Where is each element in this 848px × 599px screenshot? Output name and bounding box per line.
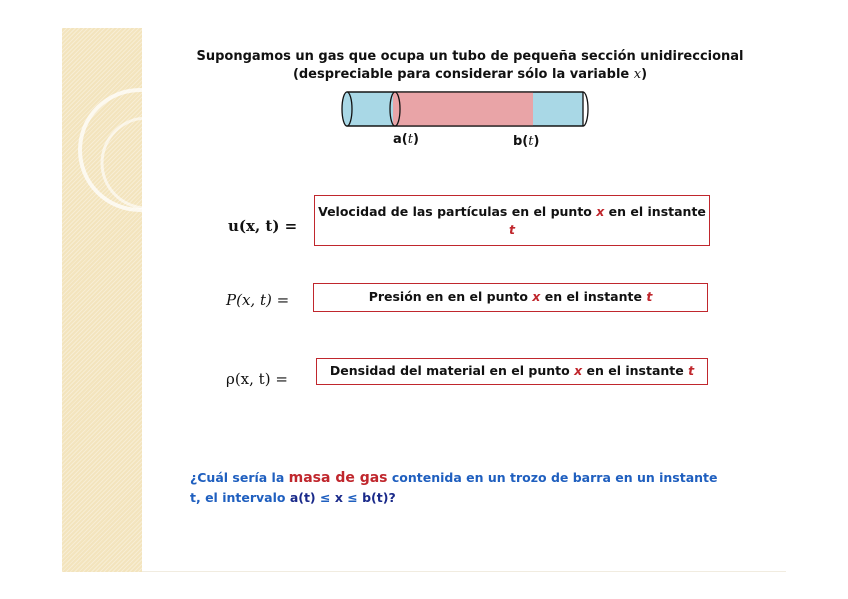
title-line-2-end: ) bbox=[641, 67, 648, 82]
title-line-2 bbox=[180, 66, 760, 84]
definition-text: Densidad del material en el punto bbox=[329, 363, 575, 378]
tube-left-end bbox=[342, 92, 352, 126]
definition-box-density bbox=[316, 358, 708, 385]
definition-text: en el instante bbox=[604, 204, 706, 219]
tube-right-end bbox=[583, 92, 588, 126]
decorative-rings-icon bbox=[62, 28, 142, 572]
formula-pressure: P(x, t) = bbox=[226, 291, 290, 309]
question-bound-a: a(t) bbox=[289, 490, 316, 505]
decorative-sidebar bbox=[62, 28, 142, 572]
variable-x: x bbox=[596, 204, 605, 219]
question-symbol: ≤ bbox=[315, 490, 335, 505]
question-highlight: masa de gas bbox=[288, 470, 388, 486]
variable-t: t bbox=[509, 222, 515, 237]
definition-box-pressure bbox=[313, 283, 708, 312]
definition-text: en el instante bbox=[540, 289, 647, 304]
variable-x: x bbox=[574, 363, 583, 378]
label-b-t: b(t) bbox=[513, 134, 540, 149]
question-text bbox=[190, 468, 730, 508]
formula-velocity: u(x, t) = bbox=[228, 217, 298, 235]
title-line-1: Supongamos un gas que ocupa un tubo de pequeña sección unidireccional bbox=[196, 49, 744, 64]
formula-density: ρ(x, t) = bbox=[226, 370, 288, 388]
title-line-2-text: (despreciable para considerar sólo la variable bbox=[292, 67, 634, 82]
label-a-t: a(t) bbox=[393, 132, 419, 147]
tube-diagram bbox=[341, 91, 591, 129]
question-symbol: ≤ bbox=[342, 490, 363, 505]
question-part: ¿Cuál sería la bbox=[190, 470, 289, 485]
question-variable-x: x bbox=[334, 490, 343, 505]
definition-text: Velocidad de las partículas en el punto bbox=[318, 204, 597, 219]
slide bbox=[62, 28, 786, 572]
question-bound-b: b(t)? bbox=[362, 490, 396, 505]
footer-divider bbox=[142, 571, 786, 572]
variable-t: t bbox=[688, 363, 695, 378]
definition-text: en el instante bbox=[582, 363, 689, 378]
slide-title bbox=[180, 48, 760, 84]
title-variable: x bbox=[633, 67, 642, 82]
definition-box-velocity bbox=[314, 195, 710, 246]
definition-text: Presión en en el punto bbox=[368, 289, 533, 304]
variable-x: x bbox=[532, 289, 541, 304]
variable-t: t bbox=[646, 289, 653, 304]
gas-segment bbox=[393, 92, 533, 126]
question-part: contenida en un trozo de barra en un instante t, el intervalo bbox=[190, 470, 718, 505]
